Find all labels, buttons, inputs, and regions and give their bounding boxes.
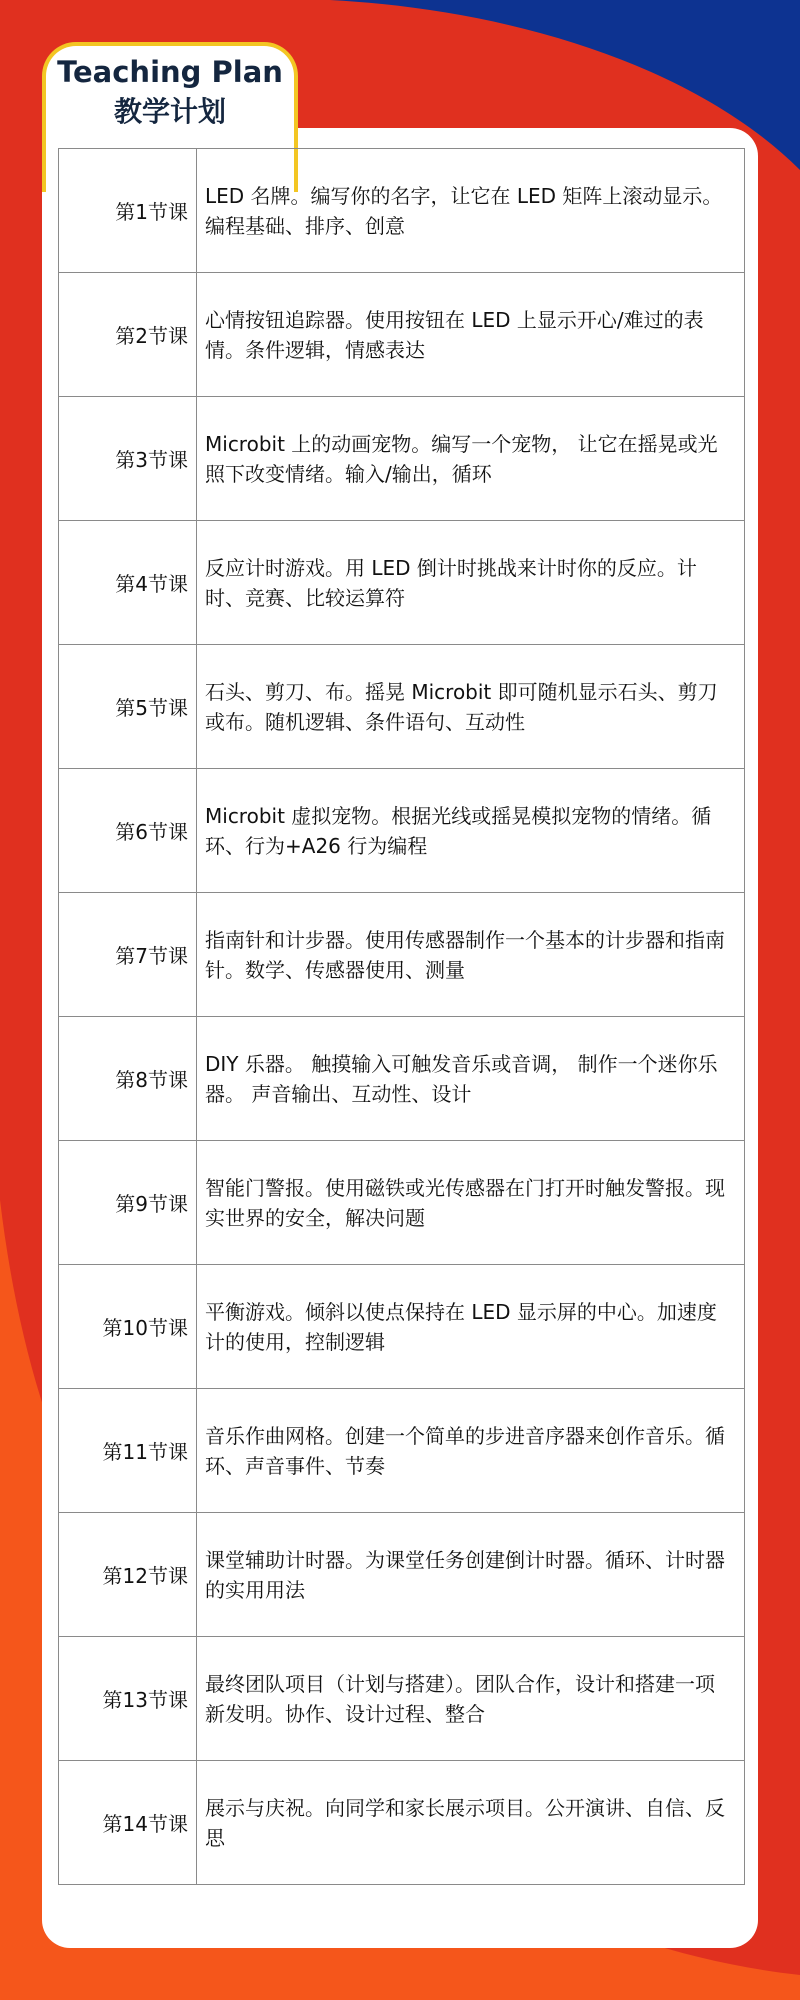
lesson-number: 第4节课 xyxy=(59,521,197,645)
table-row xyxy=(59,1265,745,1389)
lesson-description: 展示与庆祝。向同学和家长展示项目。公开演讲、自信、反思 xyxy=(197,1761,745,1885)
table-row xyxy=(59,893,745,1017)
table-row xyxy=(59,1141,745,1265)
lesson-description: 指南针和计步器。使用传感器制作一个基本的计步器和指南针。数学、传感器使用、测量 xyxy=(197,893,745,1017)
lesson-number: 第1节课 xyxy=(59,149,197,273)
lesson-description: DIY 乐器。 触摸输入可触发音乐或音调， 制作一个迷你乐器。 声音输出、互动性、设计 xyxy=(197,1017,745,1141)
table-row xyxy=(59,1017,745,1141)
table-row xyxy=(59,769,745,893)
table-row xyxy=(59,1761,745,1885)
lesson-description: 最终团队项目（计划与搭建）。团队合作，设计和搭建一项新发明。协作、设计过程、整合 xyxy=(197,1637,745,1761)
table-row xyxy=(59,397,745,521)
lesson-description: 反应计时游戏。用 LED 倒计时挑战来计时你的反应。计时、竞赛、比较运算符 xyxy=(197,521,745,645)
lesson-number: 第12节课 xyxy=(59,1513,197,1637)
table-row xyxy=(59,1389,745,1513)
lesson-number: 第10节课 xyxy=(59,1265,197,1389)
page-title-chinese: 教学计划 xyxy=(113,95,226,128)
lesson-number: 第7节课 xyxy=(59,893,197,1017)
lesson-plan-table xyxy=(58,148,745,1885)
table-row xyxy=(59,273,745,397)
lesson-description: 石头、剪刀、布。摇晃 Microbit 即可随机显示石头、剪刀或布。随机逻辑、条件语句、互动性 xyxy=(197,645,745,769)
lesson-description: 心情按钮追踪器。使用按钮在 LED 上显示开心/难过的表情。条件逻辑，情感表达 xyxy=(197,273,745,397)
lesson-description: 课堂辅助计时器。为课堂任务创建倒计时器。循环、计时器的实用用法 xyxy=(197,1513,745,1637)
lesson-number: 第2节课 xyxy=(59,273,197,397)
lesson-number: 第3节课 xyxy=(59,397,197,521)
page-title-english: Teaching Plan xyxy=(57,55,283,89)
lesson-number: 第6节课 xyxy=(59,769,197,893)
table-row xyxy=(59,645,745,769)
table-row xyxy=(59,149,745,273)
lesson-description: 智能门警报。使用磁铁或光传感器在门打开时触发警报。现实世界的安全，解决问题 xyxy=(197,1141,745,1265)
lesson-description: LED 名牌。编写你的名字，让它在 LED 矩阵上滚动显示。编程基础、排序、创意 xyxy=(197,149,745,273)
table-row xyxy=(59,1513,745,1637)
lesson-description: 平衡游戏。倾斜以使点保持在 LED 显示屏的中心。加速度计的使用，控制逻辑 xyxy=(197,1265,745,1389)
lesson-number: 第9节课 xyxy=(59,1141,197,1265)
lesson-description: 音乐作曲网格。创建一个简单的步进音序器来创作音乐。循环、声音事件、节奏 xyxy=(197,1389,745,1513)
lesson-description: Microbit 上的动画宠物。编写一个宠物， 让它在摇晃或光照下改变情绪。输入/输出，循环 xyxy=(197,397,745,521)
table-row xyxy=(59,1637,745,1761)
lesson-number: 第11节课 xyxy=(59,1389,197,1513)
lesson-description: Microbit 虚拟宠物。根据光线或摇晃模拟宠物的情绪。循环、行为+A26 行为编程 xyxy=(197,769,745,893)
table-row xyxy=(59,521,745,645)
lesson-number: 第14节课 xyxy=(59,1761,197,1885)
lesson-number: 第13节课 xyxy=(59,1637,197,1761)
lesson-number: 第5节课 xyxy=(59,645,197,769)
lesson-number: 第8节课 xyxy=(59,1017,197,1141)
